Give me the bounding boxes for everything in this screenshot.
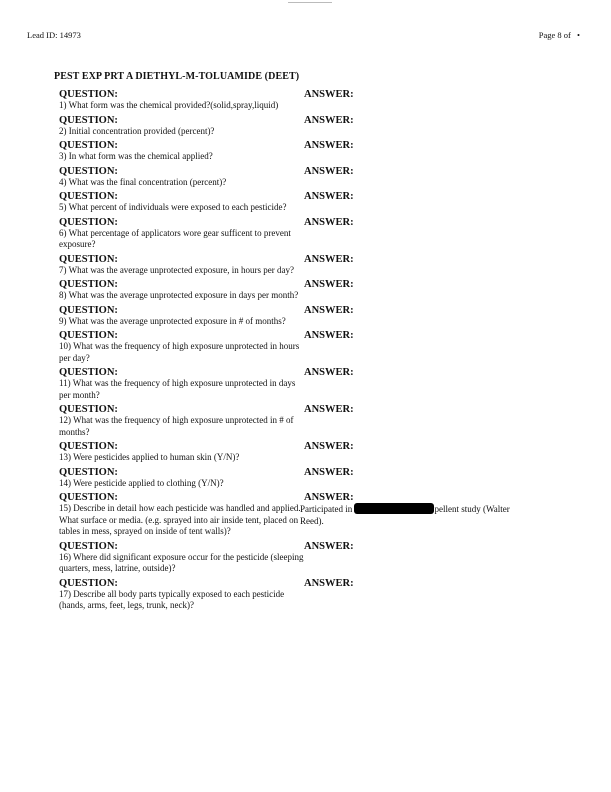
answer-label: ANSWER: (304, 540, 354, 552)
question-label: QUESTION: (59, 304, 118, 316)
question-item (59, 441, 579, 464)
question-text: 9) What was the average unprotected exposure in # of months? (59, 315, 286, 326)
question-text: 10) What was the frequency of high exposure unprotected in hours per day? (59, 341, 300, 363)
question-label: QUESTION: (59, 577, 118, 589)
question-text: 15) Describe in detail how each pesticide was handled and applied. What surface or media. (e.g. sprayed into air inside tent, placed on tables in mess, sprayed on inside of tent walls)? (59, 503, 301, 536)
page-mark: • (577, 30, 580, 40)
answer-text (300, 503, 510, 527)
page-number-text: Page 8 of (538, 30, 571, 40)
question-item (59, 254, 579, 277)
question-item (59, 330, 579, 364)
question-text: 2) Initial concentration provided (percent)? (59, 125, 215, 136)
question-label: QUESTION: (59, 367, 118, 378)
question-item (59, 140, 579, 163)
answer-label: ANSWER: (304, 191, 354, 202)
question-item (59, 492, 579, 538)
answer-label: ANSWER: (304, 279, 354, 290)
question-text: 11) What was the frequency of high exposure unprotected in days per month? (59, 378, 296, 400)
answer-label: ANSWER: (304, 165, 354, 177)
answer-label: ANSWER: (304, 89, 354, 100)
section-title: PEST EXP PRT A DIETHYL-M-TOLUAMIDE (DEET) (54, 71, 300, 82)
question-text: 13) Were pesticides applied to human skin (Y/N)? (59, 452, 240, 462)
question-item (59, 367, 579, 401)
answer-label: ANSWER: (304, 577, 354, 589)
page-number (539, 30, 580, 40)
question-item (59, 115, 579, 138)
answer-label: ANSWER: (304, 441, 354, 452)
answer-label: ANSWER: (304, 466, 354, 478)
answer-label: ANSWER: (304, 114, 354, 126)
question-text: 7) What was the average unprotected exposure, in hours per day? (59, 264, 294, 275)
question-item (59, 305, 579, 328)
question-label: QUESTION: (59, 140, 118, 151)
question-label: QUESTION: (59, 540, 118, 552)
question-item (59, 404, 579, 438)
question-item (59, 166, 579, 189)
answer-label: ANSWER: (304, 330, 354, 341)
question-text: 17) Describe all body parts typically exposed to each pesticide (hands, arms, feet, legs, trunk, neck)? (59, 588, 285, 610)
redaction-bar (354, 503, 434, 514)
answer-label: ANSWER: (304, 367, 354, 378)
question-item (59, 217, 579, 251)
question-text: 6) What percentage of applicators wore gear sufficent to prevent exposure? (59, 227, 291, 249)
question-label: QUESTION: (59, 466, 118, 478)
answer-text-before: Participated in (300, 504, 353, 514)
question-item (59, 191, 579, 214)
question-label: QUESTION: (59, 165, 118, 177)
question-text: 5) What percent of individuals were exposed to each pesticide? (59, 202, 287, 212)
question-label: QUESTION: (59, 279, 118, 290)
answer-label: ANSWER: (304, 216, 354, 228)
question-item (59, 467, 579, 490)
answer-label: ANSWER: (304, 253, 354, 265)
question-text: 3) In what form was the chemical applied? (59, 151, 213, 161)
answer-text-line2: Reed). (300, 515, 324, 526)
question-label: QUESTION: (59, 404, 118, 415)
question-item (59, 89, 579, 112)
question-label: QUESTION: (59, 191, 118, 202)
question-label: QUESTION: (59, 330, 118, 341)
scan-artifact-line (288, 2, 332, 3)
question-label: QUESTION: (59, 441, 118, 452)
question-text: 8) What was the average unprotected exposure in days per month? (59, 290, 299, 300)
question-item (59, 541, 579, 575)
answer-label: ANSWER: (304, 304, 354, 316)
answer-label: ANSWER: (304, 492, 354, 503)
question-text: 16) Where did significant exposure occur for the pesticide (sleeping quarters, mess, latrine, outside)? (59, 551, 304, 573)
question-item (59, 578, 579, 612)
question-label: QUESTION: (59, 89, 118, 100)
question-text: 12) What was the frequency of high exposure unprotected in # of months? (59, 415, 294, 437)
question-label: QUESTION: (59, 253, 118, 265)
question-label: QUESTION: (59, 492, 118, 503)
question-text: 4) What was the final concentration (percent)? (59, 176, 227, 187)
lead-id: Lead ID: 14973 (27, 30, 81, 40)
question-label: QUESTION: (59, 216, 118, 228)
question-label: QUESTION: (59, 114, 118, 126)
question-text: 14) Were pesticide applied to clothing (Y/N)? (59, 477, 224, 488)
answer-label: ANSWER: (304, 140, 354, 151)
answer-text-after: pellent study (Walter (434, 504, 510, 514)
answer-label: ANSWER: (304, 404, 354, 415)
question-item (59, 279, 579, 302)
question-list (59, 89, 579, 615)
question-text: 1) What form was the chemical provided?(solid,spray,liquid) (59, 100, 279, 110)
